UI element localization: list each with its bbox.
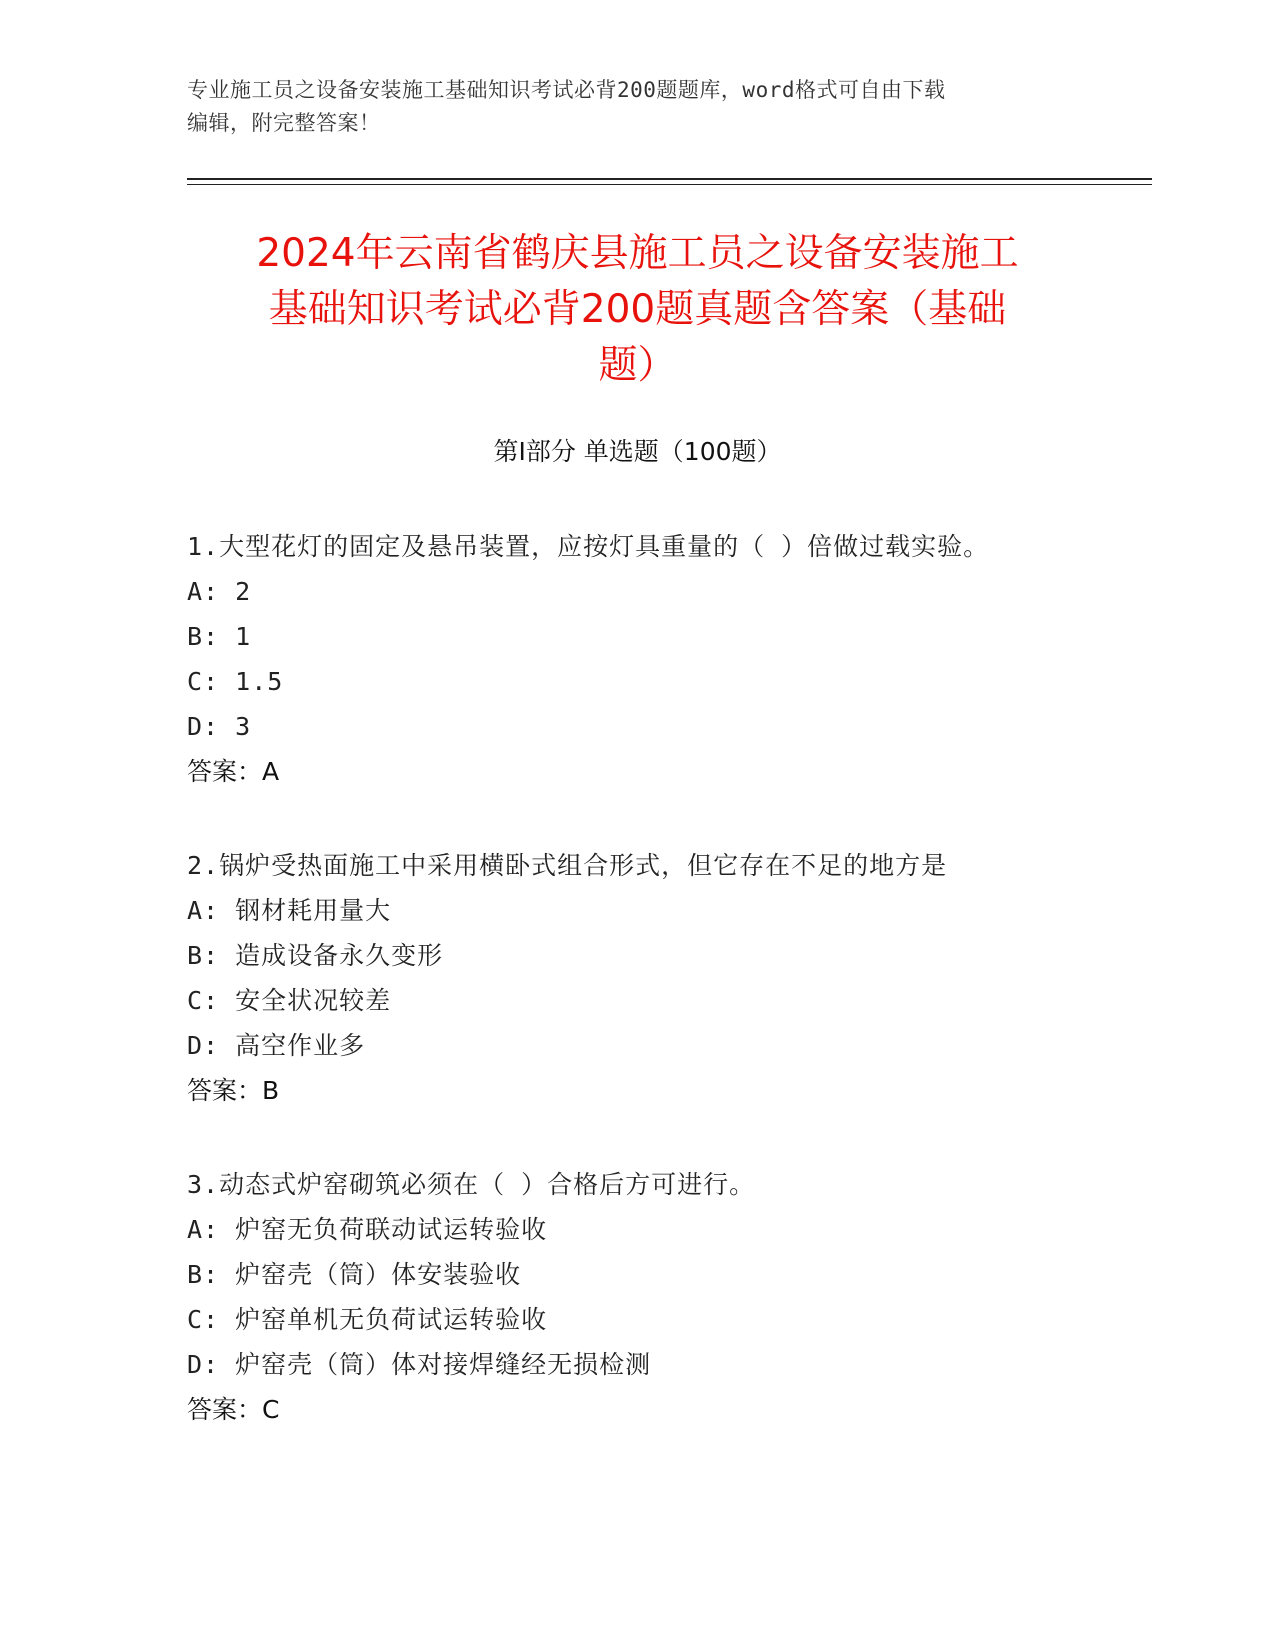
header-note-line1: 专业施工员之设备安装施工基础知识考试必背200题题库，word格式可自由下载: [187, 78, 946, 102]
section-title: 第I部分 单选题（100题）: [493, 437, 782, 466]
option-a: A: 2: [187, 577, 252, 606]
question-stem: 3.动态式炉窑砌筑必须在（ ）合格后方可进行。: [187, 1170, 756, 1199]
document-title-line1: 2024年云南省鹤庆县施工员之设备安装施工: [256, 231, 1019, 276]
document-title: [160, 226, 1115, 394]
answer: 答案：C: [187, 1395, 280, 1424]
option-d: D: 炉窑壳（筒）体对接焊缝经无损检测: [187, 1350, 652, 1379]
option-d: D: 3: [187, 712, 252, 741]
option-b: B: 造成设备永久变形: [187, 941, 444, 970]
option-d: D: 高空作业多: [187, 1031, 366, 1060]
option-a: A: 炉窑无负荷联动试运转验收: [187, 1215, 548, 1244]
header-rule-thin: [187, 184, 1152, 185]
document-title-line3: 题）: [598, 343, 677, 388]
option-a: A: 钢材耗用量大: [187, 896, 392, 925]
header-rule-thick: [187, 178, 1152, 180]
option-c: C: 安全状况较差: [187, 986, 392, 1015]
answer: 答案：B: [187, 1076, 280, 1105]
question-stem: 2.锅炉受热面施工中采用横卧式组合形式，但它存在不足的地方是: [187, 851, 948, 880]
question-1: [187, 524, 1147, 794]
header-note-line2: 编辑，附完整答案！: [187, 111, 381, 135]
option-b: B: 1: [187, 622, 252, 651]
option-c: C: 1.5: [187, 667, 284, 696]
question-stem: 1.大型花灯的固定及悬吊装置，应按灯具重量的（ ）倍做过载实验。: [187, 532, 990, 561]
question-2: [187, 843, 1147, 1113]
header-note: [187, 74, 1067, 140]
option-b: B: 炉窑壳（筒）体安装验收: [187, 1260, 522, 1289]
document-title-line2: 基础知识考试必背200题真题含答案（基础: [268, 287, 1007, 332]
answer: 答案：A: [187, 757, 280, 786]
question-3: [187, 1162, 1147, 1432]
option-c: C: 炉窑单机无负荷试运转验收: [187, 1305, 548, 1334]
